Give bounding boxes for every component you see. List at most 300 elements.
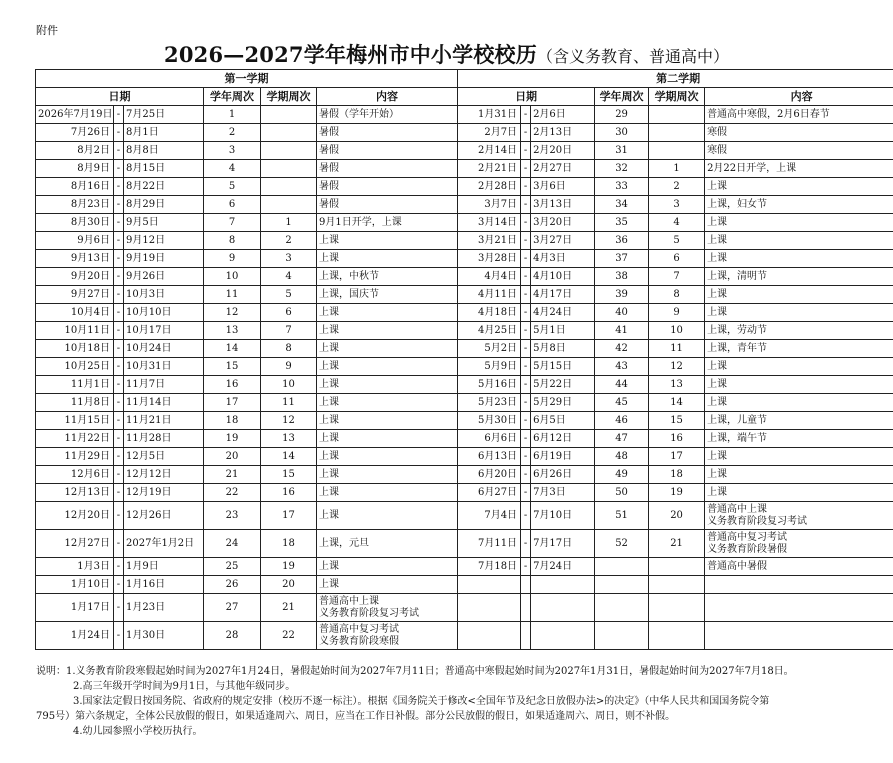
s2-week-start: 2月7日 xyxy=(458,124,521,142)
s2-date-dash: - xyxy=(521,358,531,376)
s2-content xyxy=(705,214,893,232)
s2-term-week: 11 xyxy=(649,340,705,358)
s1-week-end: 8月1日 xyxy=(124,124,204,142)
s1-content xyxy=(317,268,458,286)
s1-week-start: 9月27日 xyxy=(36,286,114,304)
s1-date-dash: - xyxy=(114,412,124,430)
s2-term-week: 9 xyxy=(649,304,705,322)
s1-content xyxy=(317,340,458,358)
content-line: 上课，劳动节 xyxy=(707,324,768,336)
s1-school-week: 17 xyxy=(204,394,261,412)
s2-date-dash: - xyxy=(521,484,531,502)
s1-term-week xyxy=(261,196,317,214)
table-row xyxy=(36,160,893,178)
s2-week-end: 5月15日 xyxy=(531,358,595,376)
semester-1-header: 第一学期 xyxy=(36,70,458,88)
content-line: 上课 xyxy=(319,468,339,480)
content-line: 普通高中上课 xyxy=(707,503,768,515)
note-1: 说明：1.义务教育阶段寒假起始时间为2027年1月24日，暑假起始时间为2027年7月11日；普通高中寒假起始时间为2027年1月31日，暑假起始时间为2027年7月18日。 xyxy=(36,666,794,677)
s2-school-week xyxy=(595,558,649,576)
s1-week-start: 10月11日 xyxy=(36,322,114,340)
s1-school-week: 13 xyxy=(204,322,261,340)
s2-school-week: 39 xyxy=(595,286,649,304)
s1-term-week: 3 xyxy=(261,250,317,268)
s2-week-start: 2月21日 xyxy=(458,160,521,178)
s2-date-dash: - xyxy=(521,394,531,412)
s2-term-week: 2 xyxy=(649,178,705,196)
s2-week-start: 6月13日 xyxy=(458,448,521,466)
content-line: 上课 xyxy=(319,578,339,590)
calendar-body xyxy=(36,106,893,650)
s1-date-dash: - xyxy=(114,142,124,160)
s2-content xyxy=(705,466,893,484)
content-line: 上课 xyxy=(707,396,728,408)
s2-date-dash: - xyxy=(521,340,531,358)
s2-school-week: 45 xyxy=(595,394,649,412)
s2-school-week: 40 xyxy=(595,304,649,322)
s1-week-end: 11月28日 xyxy=(124,430,204,448)
s1-content xyxy=(317,322,458,340)
s1-week-start: 2026年7月19日 xyxy=(36,106,114,124)
content-line: 上课，端午节 xyxy=(707,432,768,444)
s1-date-dash: - xyxy=(114,558,124,576)
s2-content xyxy=(705,358,893,376)
s1-date-dash: - xyxy=(114,376,124,394)
s1-week-start: 12月27日 xyxy=(36,530,114,558)
s1-date-dash: - xyxy=(114,304,124,322)
s2-week-start: 4月18日 xyxy=(458,304,521,322)
s1-term-week xyxy=(261,124,317,142)
s1-week-end: 12月19日 xyxy=(124,484,204,502)
s1-school-week: 23 xyxy=(204,502,261,530)
s1-week-end: 11月7日 xyxy=(124,376,204,394)
s2-date-header: 日期 xyxy=(458,88,595,106)
content-line: 上课 xyxy=(319,560,339,572)
s1-school-week: 14 xyxy=(204,340,261,358)
note-2: 2.高三年级开学时间为9月1日，与其他年级同步。 xyxy=(73,681,296,692)
content-line: 上课 xyxy=(319,396,339,408)
s1-school-week: 4 xyxy=(204,160,261,178)
s2-week-start: 5月16日 xyxy=(458,376,521,394)
s1-school-week: 7 xyxy=(204,214,261,232)
s2-term-week: 10 xyxy=(649,322,705,340)
s2-content xyxy=(705,484,893,502)
content-line: 义务教育阶段暑假 xyxy=(707,543,788,555)
s1-date-dash: - xyxy=(114,232,124,250)
s2-term-week: 18 xyxy=(649,466,705,484)
s2-week-end: 7月17日 xyxy=(531,530,595,558)
s1-week-start: 12月13日 xyxy=(36,484,114,502)
s1-week-start: 11月29日 xyxy=(36,448,114,466)
content-line: 普通高中寒假，2月6日春节 xyxy=(707,108,830,120)
s1-term-week: 12 xyxy=(261,412,317,430)
s2-week-end: 5月1日 xyxy=(531,322,595,340)
s1-week-start: 8月9日 xyxy=(36,160,114,178)
content-line: 上课，元旦 xyxy=(319,537,369,549)
s2-week-start: 5月23日 xyxy=(458,394,521,412)
s2-term-week: 12 xyxy=(649,358,705,376)
s2-week-end: 3月27日 xyxy=(531,232,595,250)
s1-week-start: 11月1日 xyxy=(36,376,114,394)
s2-week-start: 3月14日 xyxy=(458,214,521,232)
table-row xyxy=(36,576,893,594)
s1-school-week: 8 xyxy=(204,232,261,250)
s1-date-header: 日期 xyxy=(36,88,204,106)
s1-week-end: 10月17日 xyxy=(124,322,204,340)
s1-date-dash: - xyxy=(114,286,124,304)
s1-content xyxy=(317,106,458,124)
content-line: 暑假 xyxy=(319,126,339,138)
s1-school-week: 10 xyxy=(204,268,261,286)
s2-school-week: 36 xyxy=(595,232,649,250)
table-row xyxy=(36,322,893,340)
content-line: 普通高中复习考试 xyxy=(319,623,399,635)
s1-content xyxy=(317,412,458,430)
s2-week-end: 6月19日 xyxy=(531,448,595,466)
s2-content xyxy=(705,232,893,250)
s1-date-dash: - xyxy=(114,594,124,622)
s1-school-week: 5 xyxy=(204,178,261,196)
s2-term-week xyxy=(649,558,705,576)
s1-school-week: 2 xyxy=(204,124,261,142)
s2-date-dash: - xyxy=(521,178,531,196)
s2-week-start: 4月25日 xyxy=(458,322,521,340)
note-3-line-1: 3.国家法定假日按国务院、省政府的规定安排（校历不逐一标注）。根据《国务院关于修改<全国年节及纪念日放假办法>的决定》（中华人民共和国国务院令第 xyxy=(73,696,770,707)
s2-week-end: 2月13日 xyxy=(531,124,595,142)
s2-term-week: 4 xyxy=(649,214,705,232)
s2-content xyxy=(705,412,893,430)
content-line: 义务教育阶段复习考试 xyxy=(707,515,808,527)
s1-date-dash: - xyxy=(114,530,124,558)
content-line: 上课 xyxy=(319,414,339,426)
s2-week-start xyxy=(458,622,521,650)
s1-content xyxy=(317,376,458,394)
s1-term-week: 9 xyxy=(261,358,317,376)
s2-week-start: 5月30日 xyxy=(458,412,521,430)
s1-week-end: 12月26日 xyxy=(124,502,204,530)
s2-date-dash: - xyxy=(521,466,531,484)
s2-school-week: 33 xyxy=(595,178,649,196)
s2-content xyxy=(705,106,893,124)
content-line: 上课，青年节 xyxy=(707,342,768,354)
s2-date-dash: - xyxy=(521,232,531,250)
s1-week-end: 2027年1月2日 xyxy=(124,530,204,558)
s2-week-end: 6月26日 xyxy=(531,466,595,484)
table-row xyxy=(36,286,893,304)
s2-term-week: 21 xyxy=(649,530,705,558)
s2-content xyxy=(705,286,893,304)
s2-week-end xyxy=(531,594,595,622)
s2-week-end: 3月6日 xyxy=(531,178,595,196)
s1-school-week: 3 xyxy=(204,142,261,160)
content-line: 暑假 xyxy=(319,198,339,210)
content-line: 上课 xyxy=(707,288,728,300)
s2-week-end: 4月17日 xyxy=(531,286,595,304)
s1-week-end: 1月23日 xyxy=(124,594,204,622)
s1-school-week: 28 xyxy=(204,622,261,650)
s1-school-week: 19 xyxy=(204,430,261,448)
s2-date-dash: - xyxy=(521,376,531,394)
s2-week-start: 5月9日 xyxy=(458,358,521,376)
s1-term-week: 21 xyxy=(261,594,317,622)
s2-content xyxy=(705,250,893,268)
s2-school-week xyxy=(595,622,649,650)
s2-school-week: 47 xyxy=(595,430,649,448)
s1-week-end: 10月3日 xyxy=(124,286,204,304)
s2-content xyxy=(705,304,893,322)
s1-week-start: 9月13日 xyxy=(36,250,114,268)
s2-content-header: 内容 xyxy=(705,88,893,106)
notes-section xyxy=(36,664,876,739)
s1-term-week: 19 xyxy=(261,558,317,576)
s2-school-week xyxy=(595,576,649,594)
s2-week-start: 7月18日 xyxy=(458,558,521,576)
title-subtitle: （含义务教育、普通高中） xyxy=(536,47,729,66)
s2-content xyxy=(705,178,893,196)
s2-school-week: 35 xyxy=(595,214,649,232)
s1-date-dash: - xyxy=(114,466,124,484)
content-line: 义务教育阶段复习考试 xyxy=(319,607,419,619)
s1-week-start: 9月20日 xyxy=(36,268,114,286)
s2-week-start: 3月21日 xyxy=(458,232,521,250)
s2-date-dash: - xyxy=(521,268,531,286)
s2-term-week xyxy=(649,142,705,160)
s2-school-week: 43 xyxy=(595,358,649,376)
s2-term-week xyxy=(649,124,705,142)
s1-content xyxy=(317,448,458,466)
content-line: 上课 xyxy=(707,450,728,462)
content-line: 上课，中秋节 xyxy=(319,270,379,282)
s1-term-week: 22 xyxy=(261,622,317,650)
s2-week-end: 7月10日 xyxy=(531,502,595,530)
s2-content xyxy=(705,576,893,594)
s2-content xyxy=(705,530,893,558)
semester-2-header: 第二学期 xyxy=(458,70,893,88)
s1-content xyxy=(317,576,458,594)
s2-date-dash: - xyxy=(521,502,531,530)
s2-week-start: 2月14日 xyxy=(458,142,521,160)
table-row xyxy=(36,250,893,268)
s1-date-dash: - xyxy=(114,340,124,358)
table-row xyxy=(36,622,893,650)
content-line: 上课 xyxy=(707,216,728,228)
table-row xyxy=(36,394,893,412)
table-row xyxy=(36,430,893,448)
content-line: 上课 xyxy=(319,252,339,264)
table-row xyxy=(36,530,893,558)
s2-week-start xyxy=(458,594,521,622)
s1-content xyxy=(317,178,458,196)
table-row xyxy=(36,340,893,358)
s1-term-week: 13 xyxy=(261,430,317,448)
s2-school-week: 38 xyxy=(595,268,649,286)
content-line: 上课 xyxy=(707,360,728,372)
s2-school-week: 46 xyxy=(595,412,649,430)
s1-content xyxy=(317,160,458,178)
s1-term-week: 10 xyxy=(261,376,317,394)
s1-content-header: 内容 xyxy=(317,88,458,106)
s2-week-end: 2月27日 xyxy=(531,160,595,178)
content-line: 寒假 xyxy=(707,126,728,138)
s1-term-week: 4 xyxy=(261,268,317,286)
s1-week-start: 10月25日 xyxy=(36,358,114,376)
s2-school-week: 49 xyxy=(595,466,649,484)
table-row xyxy=(36,448,893,466)
content-line: 9月1日开学，上课 xyxy=(319,216,402,228)
s2-week-end: 6月5日 xyxy=(531,412,595,430)
s2-term-week-header: 学期周次 xyxy=(649,88,705,106)
s1-content xyxy=(317,250,458,268)
s2-week-end xyxy=(531,622,595,650)
s1-week-end: 10月31日 xyxy=(124,358,204,376)
title-main: 2026—2027学年梅州市中小学校校历 xyxy=(164,42,537,67)
s2-content xyxy=(705,322,893,340)
s1-date-dash: - xyxy=(114,502,124,530)
s1-content xyxy=(317,394,458,412)
s2-date-dash: - xyxy=(521,124,531,142)
s2-school-week: 37 xyxy=(595,250,649,268)
s1-week-end: 9月19日 xyxy=(124,250,204,268)
s1-term-week: 20 xyxy=(261,576,317,594)
s2-week-end: 7月24日 xyxy=(531,558,595,576)
s2-school-week: 32 xyxy=(595,160,649,178)
s1-week-end: 10月10日 xyxy=(124,304,204,322)
s2-school-week: 48 xyxy=(595,448,649,466)
s1-school-week-header: 学年周次 xyxy=(204,88,261,106)
table-row xyxy=(36,196,893,214)
content-line: 上课 xyxy=(707,234,728,246)
s2-week-start: 2月28日 xyxy=(458,178,521,196)
s1-week-end: 11月14日 xyxy=(124,394,204,412)
s2-week-end: 7月3日 xyxy=(531,484,595,502)
s2-week-end: 3月13日 xyxy=(531,196,595,214)
s1-date-dash: - xyxy=(114,622,124,650)
s2-week-start: 7月11日 xyxy=(458,530,521,558)
s2-content xyxy=(705,430,893,448)
content-line: 上课 xyxy=(319,360,339,372)
s2-week-end: 2月20日 xyxy=(531,142,595,160)
s2-content xyxy=(705,502,893,530)
s1-term-week xyxy=(261,160,317,178)
s1-term-week: 5 xyxy=(261,286,317,304)
table-row xyxy=(36,178,893,196)
s2-date-dash: - xyxy=(521,214,531,232)
s1-term-week xyxy=(261,178,317,196)
s1-content xyxy=(317,484,458,502)
s1-week-start: 11月15日 xyxy=(36,412,114,430)
s1-term-week xyxy=(261,142,317,160)
content-line: 暑假（学年开始） xyxy=(319,108,399,120)
s2-term-week: 5 xyxy=(649,232,705,250)
content-line: 上课 xyxy=(319,306,339,318)
s1-term-week: 17 xyxy=(261,502,317,530)
s2-content xyxy=(705,394,893,412)
s1-date-dash: - xyxy=(114,268,124,286)
s1-week-end: 11月21日 xyxy=(124,412,204,430)
s2-term-week xyxy=(649,106,705,124)
s1-week-end: 1月16日 xyxy=(124,576,204,594)
s1-week-end: 7月25日 xyxy=(124,106,204,124)
s2-school-week: 51 xyxy=(595,502,649,530)
s2-week-end: 5月29日 xyxy=(531,394,595,412)
s1-date-dash: - xyxy=(114,178,124,196)
s2-term-week: 3 xyxy=(649,196,705,214)
s2-term-week: 16 xyxy=(649,430,705,448)
s1-school-week: 24 xyxy=(204,530,261,558)
s1-term-week: 8 xyxy=(261,340,317,358)
s2-term-week: 17 xyxy=(649,448,705,466)
s1-content xyxy=(317,286,458,304)
table-row xyxy=(36,484,893,502)
content-line: 上课 xyxy=(707,306,728,318)
content-line: 暑假 xyxy=(319,180,339,192)
s1-week-start: 10月4日 xyxy=(36,304,114,322)
s1-content xyxy=(317,124,458,142)
s2-week-start: 3月7日 xyxy=(458,196,521,214)
s1-week-start: 1月17日 xyxy=(36,594,114,622)
s1-week-end: 10月24日 xyxy=(124,340,204,358)
s2-term-week: 15 xyxy=(649,412,705,430)
s2-week-end: 5月8日 xyxy=(531,340,595,358)
s1-week-start: 12月6日 xyxy=(36,466,114,484)
s1-week-start: 8月16日 xyxy=(36,178,114,196)
s1-term-week: 15 xyxy=(261,466,317,484)
s1-school-week: 6 xyxy=(204,196,261,214)
table-row xyxy=(36,232,893,250)
note-4: 4.幼儿园参照小学校历执行。 xyxy=(73,726,203,737)
s2-term-week: 20 xyxy=(649,502,705,530)
content-line: 义务教育阶段寒假 xyxy=(319,635,399,647)
s1-week-end: 12月5日 xyxy=(124,448,204,466)
s1-term-week: 6 xyxy=(261,304,317,322)
table-row xyxy=(36,142,893,160)
s1-content xyxy=(317,214,458,232)
semester-header-row xyxy=(36,70,893,88)
s1-week-end: 12月12日 xyxy=(124,466,204,484)
s2-term-week xyxy=(649,622,705,650)
s1-week-end: 9月26日 xyxy=(124,268,204,286)
s1-week-end: 9月12日 xyxy=(124,232,204,250)
s2-week-start: 7月4日 xyxy=(458,502,521,530)
s2-school-week-header: 学年周次 xyxy=(595,88,649,106)
s2-school-week: 31 xyxy=(595,142,649,160)
s1-school-week: 12 xyxy=(204,304,261,322)
content-line: 普通高中暑假 xyxy=(707,560,768,572)
s1-week-start: 10月18日 xyxy=(36,340,114,358)
s1-content xyxy=(317,196,458,214)
s1-week-start: 1月3日 xyxy=(36,558,114,576)
s1-week-start: 11月22日 xyxy=(36,430,114,448)
content-line: 上课 xyxy=(319,378,339,390)
s2-date-dash: - xyxy=(521,430,531,448)
s2-term-week: 8 xyxy=(649,286,705,304)
s2-term-week: 7 xyxy=(649,268,705,286)
s1-term-week: 16 xyxy=(261,484,317,502)
s1-term-week: 11 xyxy=(261,394,317,412)
s1-date-dash: - xyxy=(114,250,124,268)
content-line: 上课 xyxy=(319,234,339,246)
s1-school-week: 20 xyxy=(204,448,261,466)
s1-date-dash: - xyxy=(114,106,124,124)
s1-term-week xyxy=(261,106,317,124)
content-line: 2月22日开学，上课 xyxy=(707,162,797,174)
s2-date-dash: - xyxy=(521,530,531,558)
s1-school-week: 25 xyxy=(204,558,261,576)
s1-term-week: 7 xyxy=(261,322,317,340)
s2-week-start: 6月27日 xyxy=(458,484,521,502)
content-line: 上课，国庆节 xyxy=(319,288,379,300)
s1-week-start: 8月2日 xyxy=(36,142,114,160)
